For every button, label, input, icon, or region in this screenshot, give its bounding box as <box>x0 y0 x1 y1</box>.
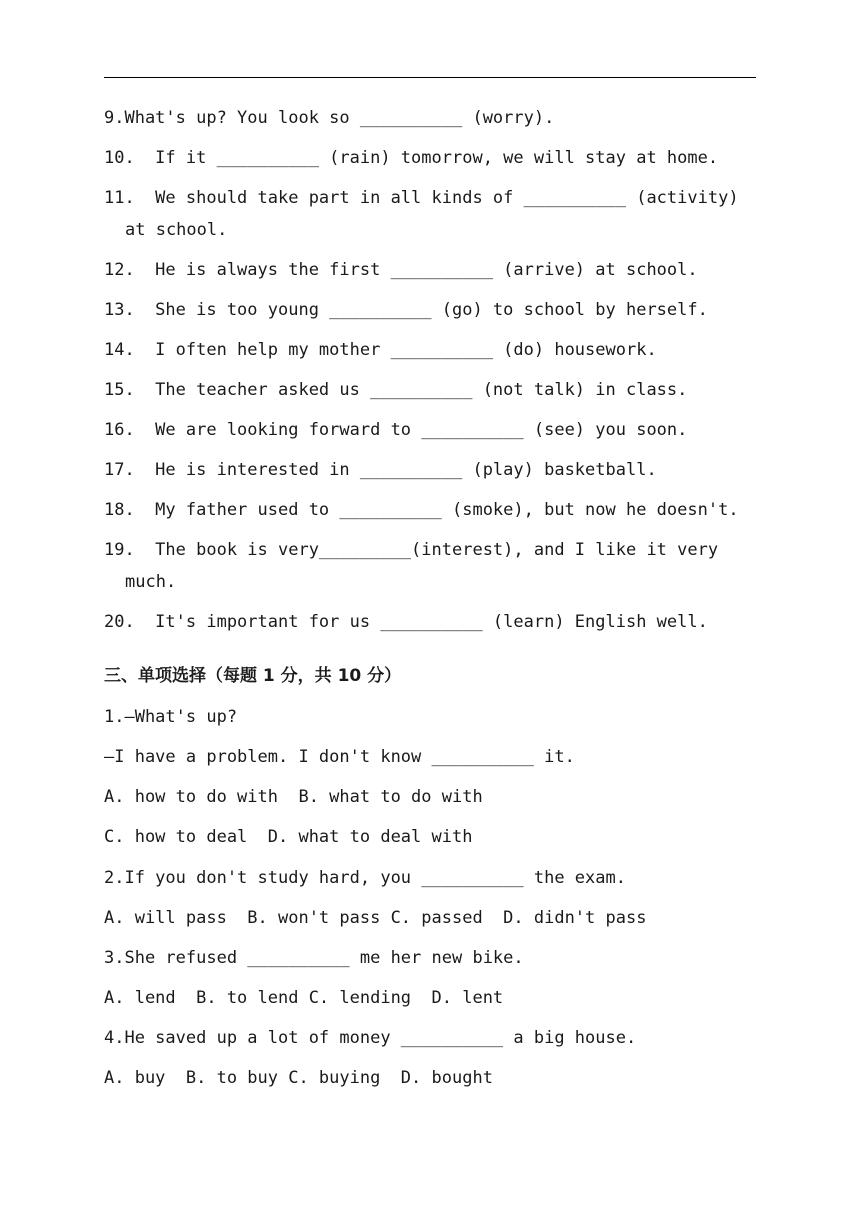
question-20: 20. It's important for us __________ (learn) English well. <box>104 612 708 632</box>
question-16: 16. We are looking forward to __________ (see) you soon. <box>104 420 688 440</box>
question-19-continuation: much. <box>125 572 177 592</box>
question-18: 18. My father used to __________ (smoke), but now he doesn't. <box>104 500 739 520</box>
mc-question-3: 3.She refused __________ me her new bike. <box>104 948 524 968</box>
question-14: 14. I often help my mother __________ (do) housework. <box>104 340 657 360</box>
mc-question-2: 2.If you don't study hard, you __________ the exam. <box>104 868 626 888</box>
question-13: 13. She is too young __________ (go) to school by herself. <box>104 300 708 320</box>
mc-question-4-options: A. buy B. to buy C. buying D. bought <box>104 1068 493 1088</box>
mc-question-4: 4.He saved up a lot of money __________ a big house. <box>104 1028 637 1048</box>
section-heading: 三、单项选择（每题 1 分，共 10 分） <box>104 666 402 686</box>
question-9: 9.What's up? You look so __________ (worry). <box>104 108 555 128</box>
mc-question-1: 1.—What's up? <box>104 707 238 727</box>
question-11-continuation: at school. <box>125 220 228 240</box>
question-10: 10. If it __________ (rain) tomorrow, we will stay at home. <box>104 148 719 168</box>
question-11: 11. We should take part in all kinds of __________ (activity) <box>104 188 739 208</box>
mc-question-1-answer-line: —I have a problem. I don't know __________ it. <box>104 747 575 767</box>
mc-question-2-options: A. will pass B. won't pass C. passed D. didn't pass <box>104 908 647 928</box>
mc-question-1-options-ab: A. how to do with B. what to do with <box>104 787 483 807</box>
question-15: 15. The teacher asked us __________ (not talk) in class. <box>104 380 688 400</box>
question-17: 17. He is interested in __________ (play) basketball. <box>104 460 657 480</box>
mc-question-3-options: A. lend B. to lend C. lending D. lent <box>104 988 504 1008</box>
mc-question-1-options-cd: C. how to deal D. what to deal with <box>104 827 473 847</box>
header-rule <box>104 77 756 78</box>
question-19: 19. The book is very_________(interest), and I like it very <box>104 540 719 560</box>
question-12: 12. He is always the first __________ (arrive) at school. <box>104 260 698 280</box>
